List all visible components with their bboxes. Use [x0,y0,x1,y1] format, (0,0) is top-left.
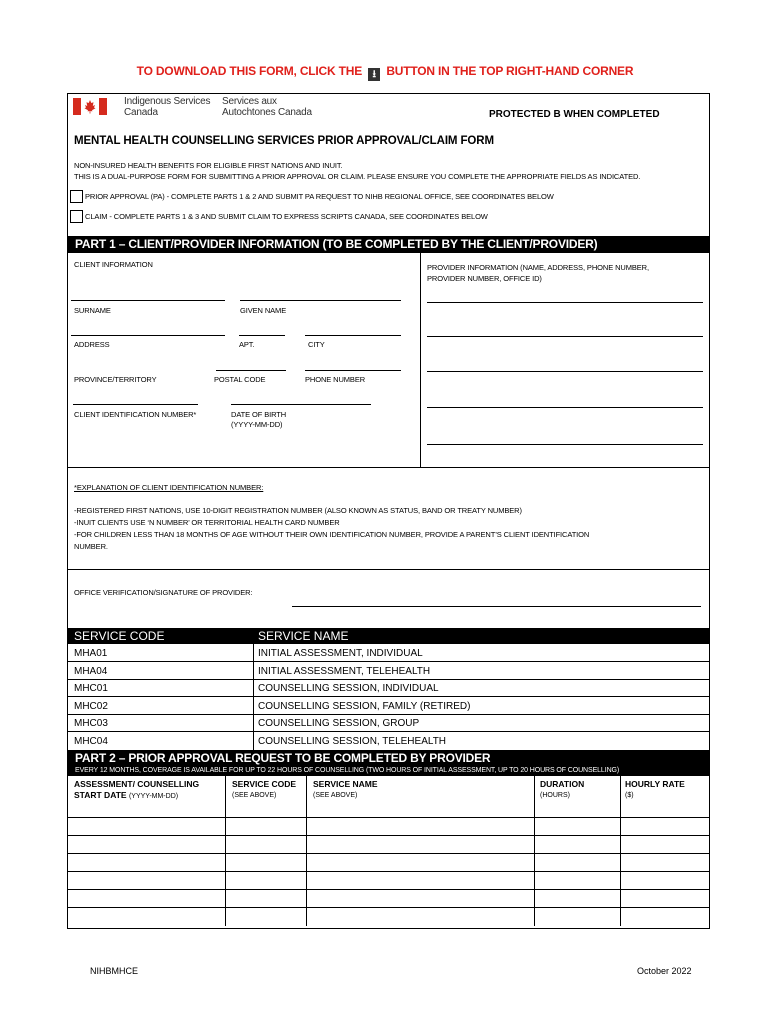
service-row-5-code: MHC03 [74,718,108,729]
col-service-name-h1: SERVICE NAME [313,779,378,789]
provider-info-line1: PROVIDER INFORMATION (NAME, ADDRESS, PHONE NUMBER, [427,263,649,272]
banner-text-after: BUTTON IN THE TOP RIGHT-HAND CORNER [386,64,634,78]
apt-label: APT. [239,340,255,349]
claim-checkbox[interactable] [70,210,83,223]
service-row-1-code: MHA01 [74,648,108,659]
surname-label: SURNAME [74,306,111,315]
protected-label: PROTECTED B WHEN COMPLETED [489,109,660,120]
service-row-6-code: MHC04 [74,736,108,747]
service-row-2-code: MHA04 [74,666,108,677]
col-start-date-h1: ASSESSMENT/ COUNSELLING [74,779,200,789]
service-row-3-code: MHC01 [74,683,108,694]
claim-label: CLAIM - COMPLETE PARTS 1 & 3 AND SUBMIT CLAIM TO EXPRESS SCRIPTS CANADA, SEE COORDINATES BELOW [85,212,488,221]
col-start-date-h2: START DATE [74,790,127,800]
service-row-divider [68,731,709,732]
col-duration-header [540,779,584,801]
download-icon[interactable]: ⭳ [368,68,380,81]
province-label: PROVINCE/TERRITORY [74,375,157,384]
provider-line-2[interactable] [427,336,703,337]
col-service-code-h1: SERVICE CODE [232,779,297,789]
col-service-name-sub: (SEE ABOVE) [313,792,358,799]
part2-row-line [68,907,709,908]
address-line[interactable] [71,335,225,336]
dept-fr-line1: Services aux [222,96,277,107]
surname-line[interactable] [71,300,225,301]
explanation-heading: *EXPLANATION OF CLIENT IDENTIFICATION NUMBER: [74,483,264,492]
postal-code-line[interactable] [216,370,286,371]
address-label: ADDRESS [74,340,110,349]
prior-approval-checkbox[interactable] [70,190,83,203]
client-id-line[interactable] [73,404,198,405]
service-row-divider [68,661,709,662]
form-date-footer: October 2022 [637,966,692,976]
explanation-line-4: NUMBER. [74,542,108,551]
col-service-code-header [232,779,296,801]
provider-line-1[interactable] [427,302,703,303]
dob-format: (YYYY-MM-DD) [231,420,283,429]
service-name-header: SERVICE NAME [258,629,349,643]
dob-text: DATE OF BIRTH [231,410,287,419]
postal-code-label: POSTAL CODE [214,375,266,384]
col-duration-h1: DURATION [540,779,585,789]
client-info-label: CLIENT INFORMATION [74,260,153,269]
canada-flag-icon [73,98,107,115]
part1-header [68,236,709,253]
service-row-divider [68,679,709,680]
service-row-divider [68,714,709,715]
part2-row-line [68,817,709,818]
service-code-header: SERVICE CODE [74,629,165,643]
intro-line-2: THIS IS A DUAL-PURPOSE FORM FOR SUBMITTING A PRIOR APPROVAL OR CLAIM. PLEASE ENSURE YOU COMPLETE THE APPROPRIATE FIELDS AS INDICATED. [74,172,641,181]
col-service-name-header [313,779,378,801]
part2-col-divider [306,776,307,926]
provider-info-line2: PROVIDER NUMBER, OFFICE ID) [427,274,542,283]
phone-line[interactable] [305,370,401,371]
col-hourly-rate-sub: ($) [625,792,634,799]
provider-line-4[interactable] [427,407,703,408]
dob-label [231,410,286,430]
part2-row-line [68,853,709,854]
col-hourly-rate-h1: HOURLY RATE [625,779,685,789]
col-start-date-header [74,779,199,802]
client-id-label: CLIENT IDENTIFICATION NUMBER* [74,410,197,419]
form-container [67,93,710,929]
dept-en-line1: Indigenous Services [124,96,211,107]
explanation-line-3: -FOR CHILDREN LESS THAN 18 MONTHS OF AGE WITHOUT THEIR OWN IDENTIFICATION NUMBER, PROVIDE A PARENT’S CLIENT IDENTIFICATION [74,530,590,539]
explanation-line-1: -REGISTERED FIRST NATIONS, USE 10-DIGIT REGISTRATION NUMBER (ALSO KNOWN AS STATUS, BAND OR TREATY NUMBER) [74,506,522,515]
provider-info-label [427,262,649,284]
service-row-divider [68,696,709,697]
part1-bottom-divider [68,467,709,468]
service-row-3-name: COUNSELLING SESSION, INDIVIDUAL [258,683,439,694]
form-id-footer: NIHBMHCE [90,966,139,976]
col-start-date-sub: (YYYY-MM-DD) [128,793,179,800]
part1-divider [420,253,421,467]
form-title: MENTAL HEALTH COUNSELLING SERVICES PRIOR APPROVAL/CLAIM FORM [74,135,494,147]
part1-title: PART 1 – CLIENT/PROVIDER INFORMATION (TO BE COMPLETED BY THE CLIENT/PROVIDER) [75,237,598,251]
phone-label: PHONE NUMBER [305,375,366,384]
department-name-en [124,96,210,118]
service-row-5-name: COUNSELLING SESSION, GROUP [258,718,420,729]
office-verification-label: OFFICE VERIFICATION/SIGNATURE OF PROVIDER: [74,588,253,597]
dob-line[interactable] [231,404,371,405]
department-name-fr [222,96,312,118]
service-row-6-name: COUNSELLING SESSION, TELEHEALTH [258,736,447,747]
part2-header [68,750,709,776]
part2-title: PART 2 – PRIOR APPROVAL REQUEST TO BE COMPLETED BY PROVIDER [75,751,491,765]
service-row-2-name: INITIAL ASSESSMENT, TELEHEALTH [258,666,431,677]
dept-fr-line2: Autochtones Canada [222,107,312,118]
part2-col-divider [534,776,535,926]
prior-approval-label: PRIOR APPROVAL (PA) - COMPLETE PARTS 1 & 2 AND SUBMIT PA REQUEST TO NIHB REGIONAL OFFICE, SEE COORDINATES BELOW [85,192,554,201]
provider-line-5[interactable] [427,444,703,445]
services-col-divider [253,644,254,750]
part2-row-line [68,835,709,836]
service-row-1-name: INITIAL ASSESSMENT, INDIVIDUAL [258,648,423,659]
provider-line-3[interactable] [427,371,703,372]
apt-line[interactable] [239,335,285,336]
city-label: CITY [308,340,325,349]
given-name-line[interactable] [240,300,401,301]
service-row-4-code: MHC02 [74,701,108,712]
part2-row-line [68,889,709,890]
intro-line-1: NON-INSURED HEALTH BENEFITS FOR ELIGIBLE FIRST NATIONS AND INUIT. [74,161,343,170]
part2-note: EVERY 12 MONTHS, COVERAGE IS AVAILABLE FOR UP TO 22 HOURS OF COUNSELLING (TWO HOURS OF INITIAL ASSESSMENT, UP TO 20 HOURS OF COUNSELLING) [75,767,620,774]
explanation-bottom-divider [68,569,709,570]
col-hourly-rate-header [625,779,685,801]
office-verification-line[interactable] [292,606,701,607]
banner-text-before: TO DOWNLOAD THIS FORM, CLICK THE [136,64,363,78]
given-name-label: GIVEN NAME [240,306,287,315]
city-line[interactable] [305,335,401,336]
explanation-line-2: -INUIT CLIENTS USE ‘N NUMBER’ OR TERRITORIAL HEALTH CARD NUMBER [74,518,340,527]
part2-col-divider [225,776,226,926]
download-instruction-banner [0,64,770,81]
dept-en-line2: Canada [124,107,158,118]
service-row-4-name: COUNSELLING SESSION, FAMILY (RETIRED) [258,701,471,712]
col-duration-sub: (HOURS) [540,792,570,799]
col-service-code-sub: (SEE ABOVE) [232,792,277,799]
part2-col-divider [620,776,621,926]
part2-row-line [68,871,709,872]
